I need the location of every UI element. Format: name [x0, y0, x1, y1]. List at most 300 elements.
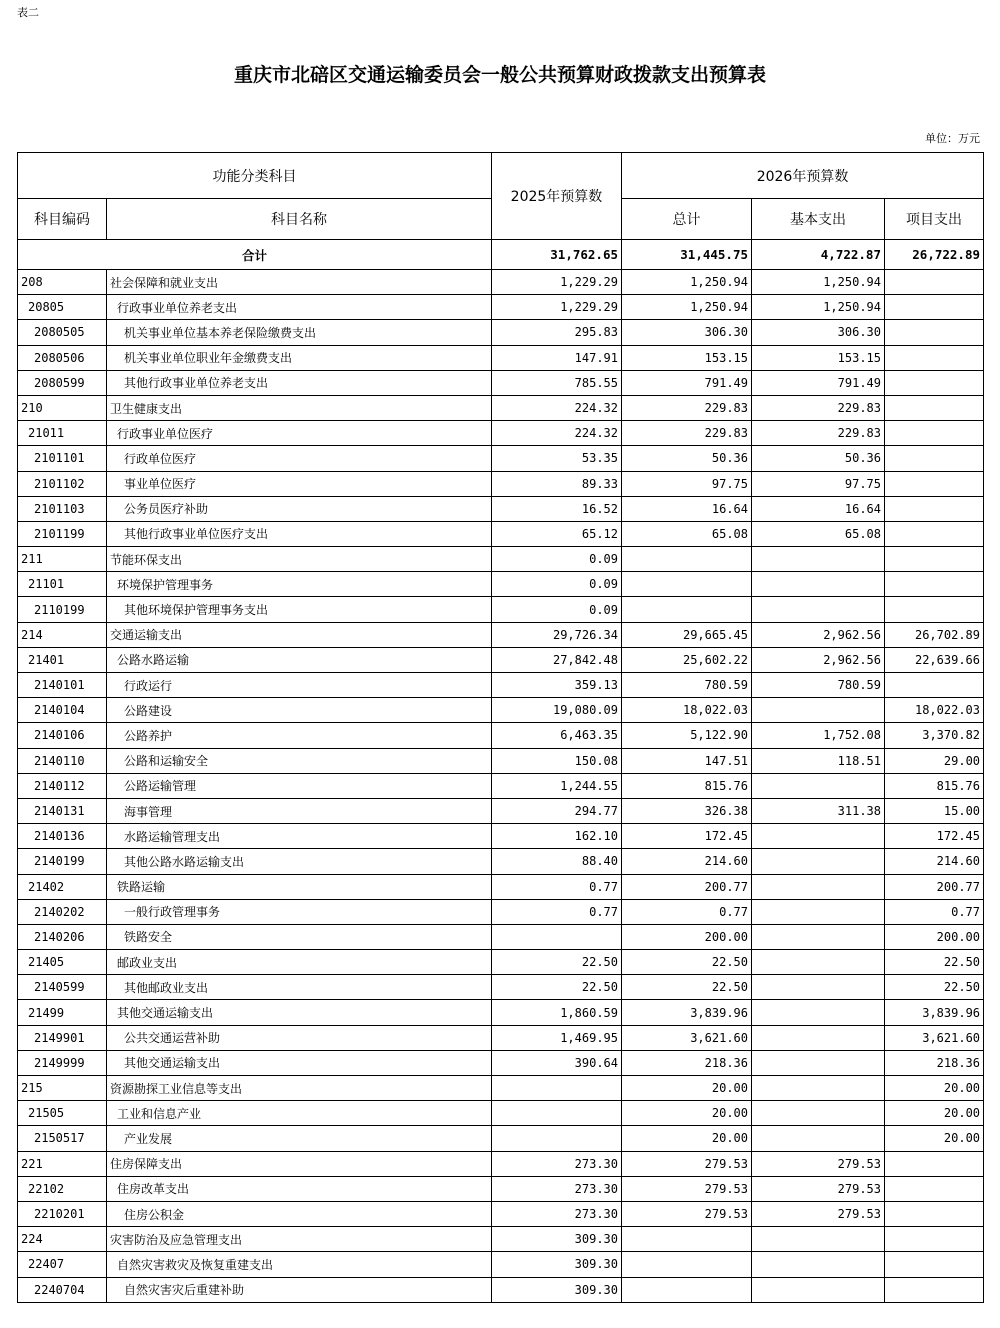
row-b2025: 89.33: [492, 471, 622, 496]
row-project: 815.76: [885, 773, 984, 798]
row-b2025: 273.30: [492, 1176, 622, 1201]
row-name: 住房公积金: [107, 1201, 492, 1226]
row-basic: [752, 1076, 885, 1101]
row-code: 2140206: [18, 924, 107, 949]
budget-table: [17, 152, 984, 1303]
row-name: 社会保障和就业支出: [107, 270, 492, 295]
row-basic: [752, 597, 885, 622]
row-code: 20805: [18, 295, 107, 320]
row-name: 事业单位医疗: [107, 471, 492, 496]
table-row: [18, 345, 984, 370]
row-project: 3,839.96: [885, 1000, 984, 1025]
row-code: 2101101: [18, 446, 107, 471]
row-code: 224: [18, 1227, 107, 1252]
table-row: [18, 597, 984, 622]
total-basic: 4,722.87: [752, 240, 885, 270]
row-project: [885, 1176, 984, 1201]
row-name: 铁路安全: [107, 924, 492, 949]
row-total: 3,839.96: [622, 1000, 752, 1025]
row-total: 3,621.60: [622, 1025, 752, 1050]
row-name: 其他邮政业支出: [107, 975, 492, 1000]
table-row: [18, 1050, 984, 1075]
row-code: 2101102: [18, 471, 107, 496]
row-b2025: 390.64: [492, 1050, 622, 1075]
row-project: 18,022.03: [885, 698, 984, 723]
row-project: 3,621.60: [885, 1025, 984, 1050]
row-basic: 279.53: [752, 1176, 885, 1201]
table-row: [18, 924, 984, 949]
row-total: 791.49: [622, 370, 752, 395]
row-project: 172.45: [885, 824, 984, 849]
row-basic: 279.53: [752, 1151, 885, 1176]
row-code: 221: [18, 1151, 107, 1176]
table-row: [18, 1076, 984, 1101]
row-project: 218.36: [885, 1050, 984, 1075]
row-name: 灾害防治及应急管理支出: [107, 1227, 492, 1252]
row-b2025: 359.13: [492, 673, 622, 698]
header-budget-2026: 2026年预算数: [622, 153, 984, 199]
row-b2025: [492, 924, 622, 949]
row-project: [885, 1252, 984, 1277]
row-code: 2210201: [18, 1201, 107, 1226]
table-row: [18, 1176, 984, 1201]
table-row: [18, 496, 984, 521]
table-row: [18, 698, 984, 723]
row-name: 行政事业单位养老支出: [107, 295, 492, 320]
row-project: [885, 270, 984, 295]
row-project: 22.50: [885, 975, 984, 1000]
row-name: 公路和运输安全: [107, 748, 492, 773]
table-row: [18, 446, 984, 471]
row-b2025: 1,860.59: [492, 1000, 622, 1025]
row-project: [885, 446, 984, 471]
table-row: [18, 1126, 984, 1151]
row-total: 5,122.90: [622, 723, 752, 748]
table-row: [18, 471, 984, 496]
row-project: 20.00: [885, 1126, 984, 1151]
row-total: 50.36: [622, 446, 752, 471]
row-b2025: 785.55: [492, 370, 622, 395]
row-b2025: 53.35: [492, 446, 622, 471]
row-basic: 153.15: [752, 345, 885, 370]
row-total: 20.00: [622, 1126, 752, 1151]
row-name: 公路运输管理: [107, 773, 492, 798]
table-row: [18, 647, 984, 672]
row-code: 21505: [18, 1101, 107, 1126]
table-row: [18, 723, 984, 748]
row-b2025: 0.77: [492, 899, 622, 924]
row-total: 22.50: [622, 975, 752, 1000]
row-b2025: 295.83: [492, 320, 622, 345]
row-project: [885, 496, 984, 521]
total-project: 26,722.89: [885, 240, 984, 270]
table-row: [18, 1101, 984, 1126]
row-b2025: 0.09: [492, 597, 622, 622]
row-name: 交通运输支出: [107, 622, 492, 647]
row-name: 工业和信息产业: [107, 1101, 492, 1126]
row-project: 26,702.89: [885, 622, 984, 647]
row-name: 机关事业单位职业年金缴费支出: [107, 345, 492, 370]
row-b2025: 65.12: [492, 521, 622, 546]
table-label: 表二: [17, 6, 39, 19]
row-project: [885, 1201, 984, 1226]
row-basic: 2,962.56: [752, 647, 885, 672]
row-code: 215: [18, 1076, 107, 1101]
row-b2025: 147.91: [492, 345, 622, 370]
row-name: 水路运输管理支出: [107, 824, 492, 849]
row-basic: [752, 1000, 885, 1025]
row-name: 邮政业支出: [107, 950, 492, 975]
total-label: 合计: [18, 240, 492, 270]
table-row: [18, 320, 984, 345]
row-code: 2080599: [18, 370, 107, 395]
row-project: [885, 320, 984, 345]
header-project: 项目支出: [885, 199, 984, 240]
row-b2025: 29,726.34: [492, 622, 622, 647]
row-total: 29,665.45: [622, 622, 752, 647]
row-basic: [752, 975, 885, 1000]
row-name: 环境保护管理事务: [107, 572, 492, 597]
row-name: 公路水路运输: [107, 647, 492, 672]
row-name: 其他公路水路运输支出: [107, 849, 492, 874]
row-total: 214.60: [622, 849, 752, 874]
row-code: 2149901: [18, 1025, 107, 1050]
row-code: 2140101: [18, 673, 107, 698]
row-basic: 311.38: [752, 798, 885, 823]
row-b2025: 294.77: [492, 798, 622, 823]
row-b2025: 0.77: [492, 874, 622, 899]
table-row: [18, 950, 984, 975]
row-basic: [752, 924, 885, 949]
row-b2025: 1,229.29: [492, 270, 622, 295]
row-basic: 229.83: [752, 421, 885, 446]
row-total: 279.53: [622, 1176, 752, 1201]
row-basic: 791.49: [752, 370, 885, 395]
row-project: [885, 572, 984, 597]
row-total: 1,250.94: [622, 295, 752, 320]
row-basic: 306.30: [752, 320, 885, 345]
row-code: 2101103: [18, 496, 107, 521]
row-project: 22,639.66: [885, 647, 984, 672]
row-total: [622, 1227, 752, 1252]
row-basic: [752, 874, 885, 899]
row-b2025: 6,463.35: [492, 723, 622, 748]
table-row: [18, 1201, 984, 1226]
row-total: 25,602.22: [622, 647, 752, 672]
row-code: 21402: [18, 874, 107, 899]
row-code: 2140106: [18, 723, 107, 748]
table-row: [18, 975, 984, 1000]
row-name: 机关事业单位基本养老保险缴费支出: [107, 320, 492, 345]
row-name: 铁路运输: [107, 874, 492, 899]
row-code: 2140110: [18, 748, 107, 773]
row-code: 22102: [18, 1176, 107, 1201]
row-name: 公共交通运营补助: [107, 1025, 492, 1050]
row-b2025: 27,842.48: [492, 647, 622, 672]
row-project: 200.77: [885, 874, 984, 899]
table-row: [18, 798, 984, 823]
table-row: [18, 899, 984, 924]
row-project: 20.00: [885, 1101, 984, 1126]
row-basic: [752, 849, 885, 874]
row-total: 279.53: [622, 1201, 752, 1226]
row-name: 住房改革支出: [107, 1176, 492, 1201]
row-code: 2140599: [18, 975, 107, 1000]
row-project: 3,370.82: [885, 723, 984, 748]
row-total: 326.38: [622, 798, 752, 823]
row-code: 22407: [18, 1252, 107, 1277]
row-b2025: 309.30: [492, 1277, 622, 1302]
table-row: [18, 1227, 984, 1252]
table-row: [18, 547, 984, 572]
row-basic: [752, 1025, 885, 1050]
row-b2025: 1,244.55: [492, 773, 622, 798]
header-code: 科目编码: [18, 199, 107, 240]
table-row: [18, 521, 984, 546]
row-name: 其他行政事业单位养老支出: [107, 370, 492, 395]
header-budget-2025: 2025年预算数: [492, 153, 622, 240]
row-basic: 229.83: [752, 395, 885, 420]
header-category: 功能分类科目: [18, 153, 492, 199]
header-name: 科目名称: [107, 199, 492, 240]
row-b2025: 162.10: [492, 824, 622, 849]
row-project: [885, 547, 984, 572]
row-project: [885, 521, 984, 546]
row-code: 2140112: [18, 773, 107, 798]
row-project: [885, 370, 984, 395]
row-b2025: [492, 1126, 622, 1151]
row-total: [622, 1252, 752, 1277]
row-project: [885, 597, 984, 622]
row-total: 0.77: [622, 899, 752, 924]
total-total: 31,445.75: [622, 240, 752, 270]
row-project: 15.00: [885, 798, 984, 823]
row-code: 2101199: [18, 521, 107, 546]
row-b2025: 1,469.95: [492, 1025, 622, 1050]
row-basic: 16.64: [752, 496, 885, 521]
row-name: 资源勘探工业信息等支出: [107, 1076, 492, 1101]
row-project: [885, 471, 984, 496]
row-total: [622, 572, 752, 597]
row-b2025: 309.30: [492, 1227, 622, 1252]
row-basic: 97.75: [752, 471, 885, 496]
row-b2025: 16.52: [492, 496, 622, 521]
row-project: [885, 673, 984, 698]
row-code: 2080505: [18, 320, 107, 345]
row-name: 卫生健康支出: [107, 395, 492, 420]
row-basic: [752, 899, 885, 924]
row-code: 208: [18, 270, 107, 295]
row-total: 229.83: [622, 395, 752, 420]
row-b2025: 150.08: [492, 748, 622, 773]
row-name: 一般行政管理事务: [107, 899, 492, 924]
row-b2025: 0.09: [492, 572, 622, 597]
row-code: 211: [18, 547, 107, 572]
table-row: [18, 673, 984, 698]
row-total: 200.00: [622, 924, 752, 949]
row-total: 147.51: [622, 748, 752, 773]
table-row: [18, 849, 984, 874]
row-total: 815.76: [622, 773, 752, 798]
row-total: 65.08: [622, 521, 752, 546]
page-title: 重庆市北碚区交通运输委员会一般公共预算财政拨款支出预算表: [233, 64, 766, 86]
row-total: [622, 1277, 752, 1302]
row-name: 公路养护: [107, 723, 492, 748]
row-basic: 279.53: [752, 1201, 885, 1226]
row-code: 2140202: [18, 899, 107, 924]
row-code: 21499: [18, 1000, 107, 1025]
row-basic: [752, 547, 885, 572]
row-b2025: 19,080.09: [492, 698, 622, 723]
row-project: 0.77: [885, 899, 984, 924]
row-name: 海事管理: [107, 798, 492, 823]
row-name: 其他交通运输支出: [107, 1050, 492, 1075]
row-project: 29.00: [885, 748, 984, 773]
row-code: 2240704: [18, 1277, 107, 1302]
header-total: 总计: [622, 199, 752, 240]
row-basic: 1,752.08: [752, 723, 885, 748]
row-total: 306.30: [622, 320, 752, 345]
row-total: 279.53: [622, 1151, 752, 1176]
table-row: [18, 572, 984, 597]
table-row: [18, 1000, 984, 1025]
row-project: 214.60: [885, 849, 984, 874]
table-row: [18, 1025, 984, 1050]
row-project: [885, 395, 984, 420]
row-code: 2149999: [18, 1050, 107, 1075]
table-row: [18, 395, 984, 420]
row-basic: 65.08: [752, 521, 885, 546]
row-basic: [752, 572, 885, 597]
table-row: [18, 773, 984, 798]
row-code: 2080506: [18, 345, 107, 370]
total-b2025: 31,762.65: [492, 240, 622, 270]
row-basic: [752, 1227, 885, 1252]
row-project: [885, 1151, 984, 1176]
row-basic: 118.51: [752, 748, 885, 773]
table-row: [18, 824, 984, 849]
table-row: [18, 421, 984, 446]
row-name: 其他环境保护管理事务支出: [107, 597, 492, 622]
row-b2025: 88.40: [492, 849, 622, 874]
row-basic: [752, 950, 885, 975]
row-total: 18,022.03: [622, 698, 752, 723]
row-b2025: [492, 1101, 622, 1126]
row-basic: 780.59: [752, 673, 885, 698]
row-total: [622, 597, 752, 622]
row-code: 21401: [18, 647, 107, 672]
row-name: 公务员医疗补助: [107, 496, 492, 521]
row-name: 行政事业单位医疗: [107, 421, 492, 446]
table-row: [18, 1151, 984, 1176]
row-name: 公路建设: [107, 698, 492, 723]
row-total: 16.64: [622, 496, 752, 521]
table-row: [18, 622, 984, 647]
row-basic: [752, 1126, 885, 1151]
row-basic: 2,962.56: [752, 622, 885, 647]
row-total: 172.45: [622, 824, 752, 849]
row-name: 住房保障支出: [107, 1151, 492, 1176]
row-code: 21101: [18, 572, 107, 597]
table-row: [18, 295, 984, 320]
row-b2025: 0.09: [492, 547, 622, 572]
row-basic: 50.36: [752, 446, 885, 471]
row-basic: [752, 1050, 885, 1075]
row-basic: [752, 773, 885, 798]
row-name: 行政运行: [107, 673, 492, 698]
row-code: 2110199: [18, 597, 107, 622]
row-total: 780.59: [622, 673, 752, 698]
row-total: 200.77: [622, 874, 752, 899]
row-name: 节能环保支出: [107, 547, 492, 572]
header-basic: 基本支出: [752, 199, 885, 240]
row-code: 21011: [18, 421, 107, 446]
row-project: 20.00: [885, 1076, 984, 1101]
row-code: 210: [18, 395, 107, 420]
row-code: 2150517: [18, 1126, 107, 1151]
row-name: 行政单位医疗: [107, 446, 492, 471]
row-b2025: 1,229.29: [492, 295, 622, 320]
row-name: 其他交通运输支出: [107, 1000, 492, 1025]
row-total: 20.00: [622, 1076, 752, 1101]
row-b2025: 22.50: [492, 950, 622, 975]
row-name: 自然灾害救灾及恢复重建支出: [107, 1252, 492, 1277]
row-project: [885, 1227, 984, 1252]
row-basic: [752, 1252, 885, 1277]
row-project: [885, 345, 984, 370]
row-b2025: 309.30: [492, 1252, 622, 1277]
row-b2025: [492, 1076, 622, 1101]
row-project: [885, 421, 984, 446]
row-total: 20.00: [622, 1101, 752, 1126]
row-total: 218.36: [622, 1050, 752, 1075]
row-project: 200.00: [885, 924, 984, 949]
table-row: [18, 1277, 984, 1302]
total-row: [18, 240, 984, 270]
row-basic: [752, 698, 885, 723]
row-code: 2140136: [18, 824, 107, 849]
row-project: [885, 295, 984, 320]
table-row: [18, 874, 984, 899]
table-row: [18, 748, 984, 773]
row-b2025: 273.30: [492, 1201, 622, 1226]
row-code: 2140131: [18, 798, 107, 823]
unit-note: 单位：万元: [925, 132, 980, 145]
row-basic: 1,250.94: [752, 270, 885, 295]
row-b2025: 224.32: [492, 395, 622, 420]
row-code: 2140199: [18, 849, 107, 874]
row-basic: 1,250.94: [752, 295, 885, 320]
table-row: [18, 370, 984, 395]
row-b2025: 224.32: [492, 421, 622, 446]
row-name: 自然灾害灾后重建补助: [107, 1277, 492, 1302]
header-row-1: [18, 153, 984, 199]
row-code: 2140104: [18, 698, 107, 723]
row-total: [622, 547, 752, 572]
table-row: [18, 270, 984, 295]
row-total: 229.83: [622, 421, 752, 446]
row-total: 153.15: [622, 345, 752, 370]
table-row: [18, 1252, 984, 1277]
row-code: 21405: [18, 950, 107, 975]
row-code: 214: [18, 622, 107, 647]
row-b2025: 273.30: [492, 1151, 622, 1176]
row-name: 其他行政事业单位医疗支出: [107, 521, 492, 546]
row-project: [885, 1277, 984, 1302]
row-project: 22.50: [885, 950, 984, 975]
row-basic: [752, 1101, 885, 1126]
row-name: 产业发展: [107, 1126, 492, 1151]
